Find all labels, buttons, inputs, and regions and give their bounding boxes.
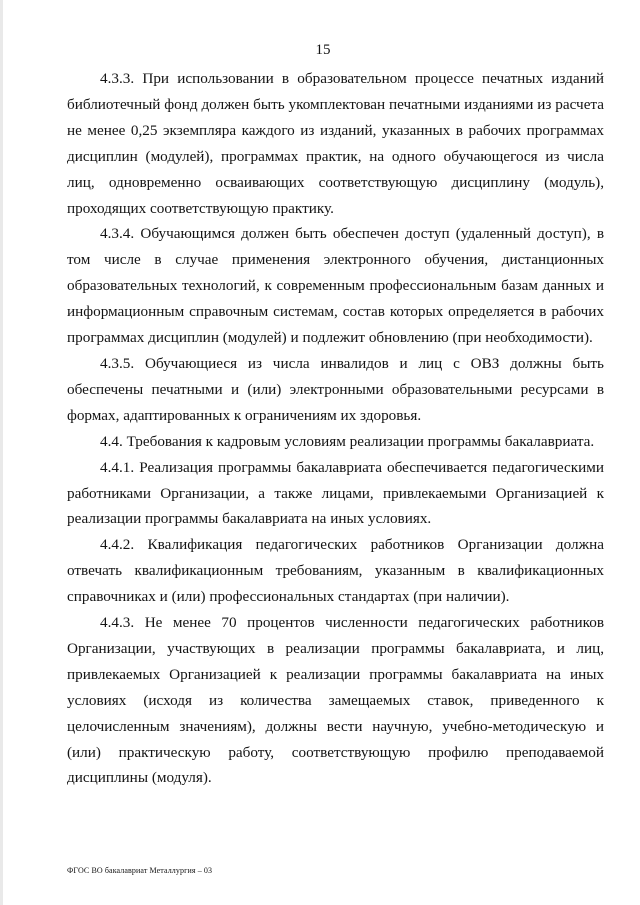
page-footer: ФГОС ВО бакалавриат Металлургия – 03 — [67, 866, 213, 875]
paragraph-4-4-3: 4.4.3. Не менее 70 процентов численности педагогических работников Организации, участвующих в реализации программы бакалавриата, и лиц, привлекаемых Организацией к реализации программы бакалавриата на иных условиях (исходя из количества замещаемых ставок, приведенного к целочисленным значениям), должны вести научную, учебно-методическую и (или) практическую работу, соответствующую профилю преподаваемой дисциплины (модуля). — [67, 614, 604, 787]
page-number: 15 — [315, 42, 331, 58]
paragraph-4-3-5: 4.3.5. Обучающиеся из числа инвалидов и лиц с ОВЗ должны быть обеспечены печатными и (или) электронными образовательными ресурсами в формах, адаптированных к ограничениям их здоровья. — [67, 354, 604, 424]
document-body — [67, 66, 604, 791]
paragraph-4-4-1: 4.4.1. Реализация программы бакалавриата обеспечивается педагогическими работниками Организации, а также лицами, привлекаемыми Организацией к реализации программы бакалавриата на иных условиях. — [67, 458, 604, 528]
paragraph-4-4: 4.4. Требования к кадровым условиям реализации программы бакалавриата. — [100, 432, 595, 450]
paragraph-4-4-2: 4.4.2. Квалификация педагогических работников Организации должна отвечать квалификационным требованиям, указанным в квалификационных справочниках и (или) профессиональных стандартах (при наличии). — [67, 536, 604, 606]
paragraph-4-3-4: 4.3.4. Обучающимся должен быть обеспечен доступ (удаленный доступ), в том числе в случае применения электронного обучения, дистанционных образовательных технологий, к современным профессиональным базам данных и информационным справочным системам, состав которых определяется в рабочих программах дисциплин (модулей) и подлежит обновлению (при необходимости). — [67, 225, 604, 347]
paragraph-4-3-3: 4.3.3. При использовании в образовательном процессе печатных изданий библиотечный фонд должен быть укомплектован печатными изданиями из расчета не менее 0,25 экземпляра каждого из изданий, указанных в рабочих программах дисциплин (модулей), программах практик, на одного обучающегося из числа лиц, одновременно осваивающих соответствующую дисциплину (модуль), проходящих соответствующую практику. — [67, 70, 604, 217]
